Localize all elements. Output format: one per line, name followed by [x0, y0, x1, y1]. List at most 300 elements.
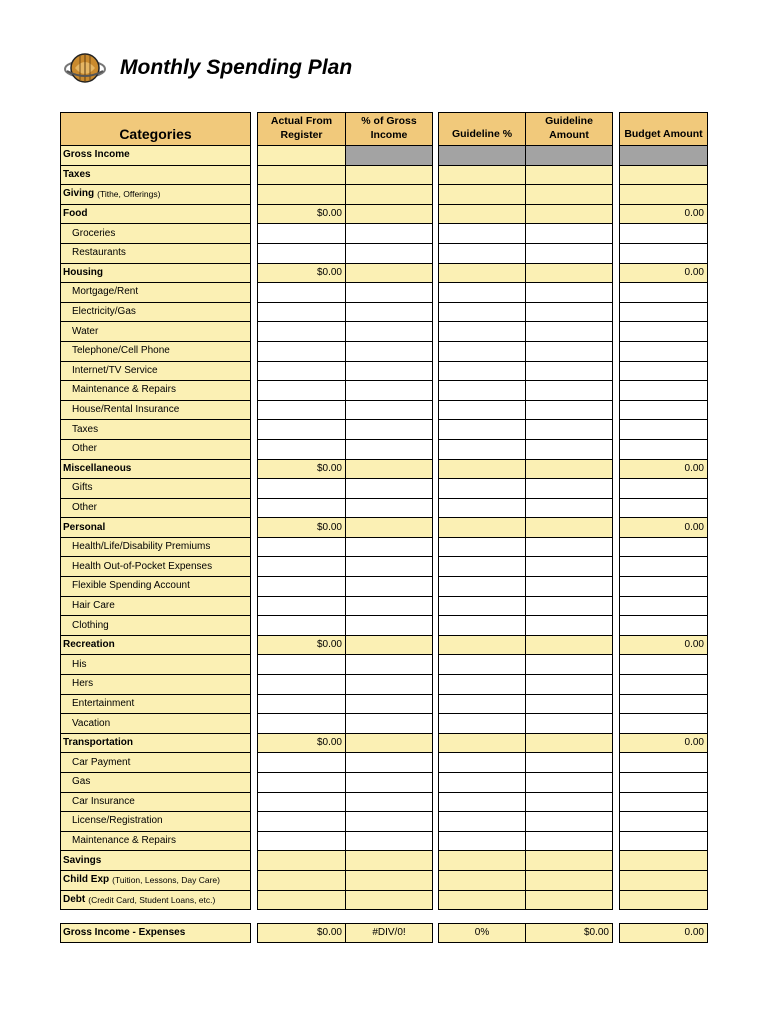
- row-label-text: Telephone/Cell Phone: [72, 345, 170, 357]
- row-label-text: Maintenance & Repairs: [72, 384, 176, 396]
- actual-cell[interactable]: [257, 401, 346, 421]
- guideline-pct-cell[interactable]: [438, 597, 526, 617]
- subcategory-label: [60, 538, 251, 558]
- guideline-amount-cell[interactable]: [526, 283, 613, 303]
- guideline-pct-cell[interactable]: [438, 205, 526, 225]
- guideline-pct-cell[interactable]: [438, 381, 526, 401]
- guideline-pct-cell[interactable]: [438, 871, 526, 891]
- guideline-pct-cell[interactable]: [438, 557, 526, 577]
- row-label-text: Gas: [72, 776, 91, 788]
- row-label-text: Other: [72, 443, 98, 455]
- budget-amount-cell[interactable]: [619, 714, 708, 734]
- actual-cell[interactable]: [257, 381, 346, 401]
- guideline-amount-cell[interactable]: [526, 401, 613, 421]
- subcategory-label: [60, 695, 251, 715]
- actual-cell[interactable]: [257, 362, 346, 382]
- row-label-text: Transportation: [63, 737, 134, 749]
- actual-cell[interactable]: [257, 616, 346, 636]
- budget-amount-cell[interactable]: 0.00: [619, 636, 708, 656]
- actual-cell[interactable]: $0.00: [257, 636, 346, 656]
- row-label-text: Health/Life/Disability Premiums: [72, 541, 211, 553]
- actual-cell[interactable]: [257, 714, 346, 734]
- row-label-text: Mortgage/Rent: [72, 286, 139, 298]
- guideline-pct-cell[interactable]: [438, 812, 526, 832]
- guideline-pct-cell[interactable]: [438, 695, 526, 715]
- row-label-text: Car Payment: [72, 756, 131, 768]
- subcategory-label: [60, 479, 251, 499]
- actual-cell[interactable]: [257, 812, 346, 832]
- guideline-columns: [438, 112, 613, 910]
- budget-amount-cell[interactable]: 0.00: [619, 460, 708, 480]
- actual-cell[interactable]: [257, 891, 346, 911]
- guideline-pct-cell[interactable]: [438, 538, 526, 558]
- subcategory-label: [60, 616, 251, 636]
- budget-amount-cell[interactable]: [619, 597, 708, 617]
- actual-cell[interactable]: [257, 773, 346, 793]
- pct-gross-cell[interactable]: [346, 714, 433, 734]
- actual-cell[interactable]: [257, 832, 346, 852]
- subcategory-label: [60, 773, 251, 793]
- guideline-amount-cell[interactable]: [526, 753, 613, 773]
- guideline-amount-cell[interactable]: [526, 166, 613, 186]
- subcategory-label: [60, 597, 251, 617]
- guideline-pct-cell[interactable]: [438, 244, 526, 264]
- category-label: [60, 460, 251, 480]
- row-label-text: Health Out-of-Pocket Expenses: [72, 560, 213, 572]
- guideline-pct-cell[interactable]: [438, 675, 526, 695]
- actual-cell[interactable]: [257, 185, 346, 205]
- header-budget-amount: [619, 112, 708, 146]
- actual-cell[interactable]: [257, 499, 346, 519]
- actual-cell[interactable]: [257, 557, 346, 577]
- pct-gross-cell[interactable]: [346, 636, 433, 656]
- categories-column: [60, 112, 251, 910]
- header-guideline-pct-line: Guideline %: [451, 128, 513, 141]
- header-guideline-amount-line: Guideline: [545, 115, 593, 128]
- guideline-amount-cell[interactable]: [526, 362, 613, 382]
- budget-amount-cell[interactable]: [619, 420, 708, 440]
- subcategory-label: [60, 714, 251, 734]
- guideline-amount-cell[interactable]: [526, 636, 613, 656]
- pct-gross-cell[interactable]: [346, 832, 433, 852]
- guideline-pct-cell[interactable]: [438, 479, 526, 499]
- guideline-amount-cell[interactable]: [526, 224, 613, 244]
- guideline-amount-cell[interactable]: [526, 851, 613, 871]
- guideline-amount-cell[interactable]: [526, 205, 613, 225]
- guideline-pct-cell[interactable]: [438, 322, 526, 342]
- guideline-pct-cell[interactable]: [438, 734, 526, 754]
- pct-gross-cell[interactable]: [346, 734, 433, 754]
- guideline-pct-cell[interactable]: [438, 655, 526, 675]
- header-actual-from-register: [257, 112, 346, 146]
- pct-gross-cell[interactable]: [346, 283, 433, 303]
- row-label-text: Internet/TV Service: [72, 364, 158, 376]
- guideline-amount-cell[interactable]: [526, 264, 613, 284]
- pct-gross-cell[interactable]: [346, 420, 433, 440]
- actual-cell[interactable]: [257, 597, 346, 617]
- guideline-amount-cell[interactable]: [526, 734, 613, 754]
- row-label-text: License/Registration: [72, 815, 163, 827]
- guideline-pct-cell[interactable]: [438, 362, 526, 382]
- subcategory-label: [60, 381, 251, 401]
- subcategory-label: [60, 499, 251, 519]
- actual-cell[interactable]: [257, 851, 346, 871]
- budget-amount-cell[interactable]: [619, 342, 708, 362]
- actual-cell[interactable]: [257, 538, 346, 558]
- header-guideline-amount: [526, 112, 613, 146]
- subcategory-label: [60, 793, 251, 813]
- budget-amount-cell[interactable]: [619, 577, 708, 597]
- actual-cell[interactable]: $0.00: [257, 734, 346, 754]
- budget-amount-cell[interactable]: [619, 812, 708, 832]
- pct-gross-cell[interactable]: [346, 303, 433, 323]
- guideline-pct-cell[interactable]: [438, 793, 526, 813]
- category-label: [60, 518, 251, 538]
- row-label-text: Flexible Spending Account: [72, 580, 190, 592]
- header-pct-of-gross-income-line: Income: [370, 129, 408, 141]
- actual-cell[interactable]: $0.00: [257, 205, 346, 225]
- subcategory-label: [60, 283, 251, 303]
- pct-gross-cell[interactable]: [346, 401, 433, 421]
- actual-cell[interactable]: [257, 695, 346, 715]
- pct-gross-cell[interactable]: [346, 753, 433, 773]
- pct-gross-cell[interactable]: [346, 205, 433, 225]
- category-label: [60, 891, 251, 911]
- budget-amount-cell[interactable]: [619, 655, 708, 675]
- globe-logo-icon: [63, 48, 107, 88]
- category-label: [60, 871, 251, 891]
- actual-cell[interactable]: [257, 793, 346, 813]
- row-label-text: His: [72, 658, 87, 670]
- guideline-amount-cell[interactable]: [526, 675, 613, 695]
- budget-amount-cell[interactable]: [619, 616, 708, 636]
- pct-gross-cell[interactable]: [346, 166, 433, 186]
- actual-cell[interactable]: [257, 224, 346, 244]
- header-pct-of-gross-income-line: % of Gross: [361, 115, 417, 128]
- guideline-pct-cell[interactable]: [438, 185, 526, 205]
- row-label-text: Taxes: [72, 423, 99, 435]
- guideline-pct-cell[interactable]: [438, 499, 526, 519]
- budget-amount-cell[interactable]: [619, 322, 708, 342]
- subcategory-label: [60, 362, 251, 382]
- row-label-text: Miscellaneous: [63, 462, 132, 474]
- guideline-amount-cell[interactable]: [526, 499, 613, 519]
- pct-gross-cell[interactable]: [346, 675, 433, 695]
- guideline-pct-cell[interactable]: [438, 616, 526, 636]
- pct-gross-cell[interactable]: [346, 871, 433, 891]
- actual-cell[interactable]: $0.00: [257, 264, 346, 284]
- guideline-pct-cell[interactable]: [438, 773, 526, 793]
- budget-amount-cell[interactable]: [619, 891, 708, 911]
- row-label-text: Entertainment: [72, 697, 135, 709]
- guideline-pct-cell[interactable]: [438, 636, 526, 656]
- pct-gross-cell[interactable]: [346, 362, 433, 382]
- row-label-text: Gifts: [72, 482, 93, 494]
- row-label-text: Taxes: [63, 168, 91, 180]
- actual-cell[interactable]: $0.00: [257, 518, 346, 538]
- guideline-amount-cell[interactable]: [526, 185, 613, 205]
- category-label: [60, 851, 251, 871]
- pct-gross-cell[interactable]: [346, 381, 433, 401]
- category-label: [60, 264, 251, 284]
- guideline-amount-cell[interactable]: [526, 597, 613, 617]
- actual-cell[interactable]: [257, 675, 346, 695]
- budget-amount-cell[interactable]: 0.00: [619, 264, 708, 284]
- budget-amount-cell[interactable]: [619, 244, 708, 264]
- row-label-text: Debt: [63, 893, 86, 905]
- guideline-pct-cell[interactable]: [438, 753, 526, 773]
- guideline-amount-cell[interactable]: [526, 303, 613, 323]
- row-label-text: Gross Income: [63, 149, 130, 161]
- guideline-pct-cell[interactable]: [438, 401, 526, 421]
- budget-amount-cell[interactable]: [619, 479, 708, 499]
- actual-cell[interactable]: [257, 440, 346, 460]
- actual-cell[interactable]: [257, 420, 346, 440]
- row-label-text: Child Exp: [63, 874, 110, 886]
- row-label-text: Hair Care: [72, 599, 115, 611]
- guideline-pct-cell[interactable]: [438, 224, 526, 244]
- guideline-amount-cell[interactable]: [526, 655, 613, 675]
- budget-amount-cell[interactable]: [619, 185, 708, 205]
- guideline-amount-cell[interactable]: [526, 244, 613, 264]
- pct-gross-cell[interactable]: [346, 597, 433, 617]
- guideline-amount-cell[interactable]: [526, 538, 613, 558]
- row-label-text: Maintenance & Repairs: [72, 835, 176, 847]
- actual-cell[interactable]: [257, 322, 346, 342]
- budget-amount-cell[interactable]: [619, 224, 708, 244]
- budget-amount-cell[interactable]: [619, 166, 708, 186]
- pct-gross-cell[interactable]: [346, 460, 433, 480]
- guideline-amount-cell[interactable]: [526, 342, 613, 362]
- subcategory-label: [60, 577, 251, 597]
- subcategory-label: [60, 303, 251, 323]
- guideline-pct-cell[interactable]: [438, 420, 526, 440]
- guideline-amount-cell[interactable]: [526, 518, 613, 538]
- actual-cell[interactable]: [257, 303, 346, 323]
- pct-gross-cell[interactable]: [346, 557, 433, 577]
- guideline-amount-cell[interactable]: [526, 891, 613, 911]
- header-actual-from-register-line: Register: [280, 129, 323, 141]
- header-categories-line: Categories: [119, 125, 192, 142]
- footer-guideline-amount-value[interactable]: $0.00: [526, 923, 613, 943]
- pct-gross-cell[interactable]: [346, 891, 433, 911]
- guideline-amount-cell[interactable]: [526, 322, 613, 342]
- subcategory-label: [60, 832, 251, 852]
- footer-guideline: [438, 923, 613, 943]
- footer-guideline-pct-value[interactable]: 0%: [438, 923, 526, 943]
- budget-amount-cell[interactable]: [619, 499, 708, 519]
- guideline-amount-cell[interactable]: [526, 695, 613, 715]
- budget-amount-cell[interactable]: [619, 362, 708, 382]
- row-label-note: (Credit Card, Student Loans, etc.): [88, 894, 216, 905]
- pct-gross-cell[interactable]: [346, 616, 433, 636]
- row-label-text: Savings: [63, 854, 102, 866]
- pct-gross-cell[interactable]: [346, 342, 433, 362]
- row-label-text: Car Insurance: [72, 795, 135, 807]
- row-label-text: Restaurants: [72, 247, 126, 259]
- budget-amount-cell[interactable]: [619, 538, 708, 558]
- guideline-amount-cell[interactable]: [526, 381, 613, 401]
- guideline-amount-cell[interactable]: [526, 793, 613, 813]
- guideline-amount-cell[interactable]: [526, 832, 613, 852]
- guideline-amount-cell[interactable]: [526, 812, 613, 832]
- budget-amount-cell[interactable]: [619, 401, 708, 421]
- subcategory-label: [60, 440, 251, 460]
- subcategory-label: [60, 753, 251, 773]
- actual-cell[interactable]: [257, 146, 346, 166]
- category-label: [60, 734, 251, 754]
- guideline-amount-cell[interactable]: [526, 773, 613, 793]
- subcategory-label: [60, 322, 251, 342]
- row-label-text: House/Rental Insurance: [72, 404, 180, 416]
- row-label-text: Other: [72, 501, 98, 513]
- subcategory-label: [60, 244, 251, 264]
- pct-gross-cell[interactable]: [346, 793, 433, 813]
- subcategory-label: [60, 401, 251, 421]
- subcategory-label: [60, 557, 251, 577]
- pct-gross-cell[interactable]: [346, 146, 433, 166]
- guideline-amount-cell[interactable]: [526, 146, 613, 166]
- budget-amount-cell[interactable]: 0.00: [619, 734, 708, 754]
- budget-column: [619, 112, 708, 910]
- footer-pct-gross-value[interactable]: #DIV/0!: [346, 923, 433, 943]
- category-label: [60, 205, 251, 225]
- category-label: [60, 636, 251, 656]
- guideline-pct-cell[interactable]: [438, 166, 526, 186]
- subcategory-label: [60, 812, 251, 832]
- actual-cell[interactable]: [257, 871, 346, 891]
- pct-gross-cell[interactable]: [346, 695, 433, 715]
- guideline-pct-cell[interactable]: [438, 342, 526, 362]
- guideline-pct-cell[interactable]: [438, 460, 526, 480]
- actual-cell[interactable]: [257, 342, 346, 362]
- guideline-pct-cell[interactable]: [438, 832, 526, 852]
- pct-gross-cell[interactable]: [346, 244, 433, 264]
- guideline-amount-cell[interactable]: [526, 479, 613, 499]
- budget-amount-cell[interactable]: [619, 283, 708, 303]
- budget-amount-cell[interactable]: 0.00: [619, 518, 708, 538]
- actual-cell[interactable]: [257, 655, 346, 675]
- pct-gross-cell[interactable]: [346, 518, 433, 538]
- footer-actual: [257, 923, 433, 943]
- budget-amount-cell[interactable]: [619, 871, 708, 891]
- pct-gross-cell[interactable]: [346, 577, 433, 597]
- row-label-text: Giving: [63, 188, 95, 200]
- pct-gross-cell[interactable]: [346, 812, 433, 832]
- row-label-text: Clothing: [72, 619, 109, 631]
- pct-gross-cell[interactable]: [346, 264, 433, 284]
- guideline-pct-cell[interactable]: [438, 891, 526, 911]
- guideline-pct-cell[interactable]: [438, 714, 526, 734]
- actual-cell[interactable]: [257, 283, 346, 303]
- pct-gross-cell[interactable]: [346, 655, 433, 675]
- budget-amount-cell[interactable]: [619, 146, 708, 166]
- row-label-text: Housing: [63, 266, 103, 278]
- budget-amount-cell[interactable]: [619, 773, 708, 793]
- budget-amount-cell[interactable]: 0.00: [619, 205, 708, 225]
- header-budget-amount-line: Budget Amount: [624, 128, 703, 141]
- footer-actual-value[interactable]: $0.00: [257, 923, 346, 943]
- budget-amount-cell[interactable]: [619, 303, 708, 323]
- header-guideline-amount-line: Amount: [549, 129, 589, 141]
- actual-cell[interactable]: $0.00: [257, 460, 346, 480]
- actual-cell[interactable]: [257, 244, 346, 264]
- budget-amount-cell[interactable]: [619, 557, 708, 577]
- guideline-amount-cell[interactable]: [526, 557, 613, 577]
- pct-gross-cell[interactable]: [346, 499, 433, 519]
- guideline-amount-cell[interactable]: [526, 616, 613, 636]
- actual-cell[interactable]: [257, 479, 346, 499]
- page-title: Monthly Spending Plan: [120, 56, 353, 79]
- guideline-pct-cell[interactable]: [438, 577, 526, 597]
- footer-label: Gross Income - Expenses: [60, 923, 251, 943]
- category-label: [60, 166, 251, 186]
- budget-amount-cell[interactable]: [619, 832, 708, 852]
- row-label-text: Recreation: [63, 639, 115, 651]
- actual-cell[interactable]: [257, 753, 346, 773]
- guideline-amount-cell[interactable]: [526, 871, 613, 891]
- budget-amount-cell[interactable]: [619, 851, 708, 871]
- row-label-note: (Tithe, Offerings): [97, 189, 161, 200]
- row-label-text: Water: [72, 325, 99, 337]
- category-label: [60, 146, 251, 166]
- guideline-pct-cell[interactable]: [438, 146, 526, 166]
- budget-amount-cell[interactable]: [619, 793, 708, 813]
- subcategory-label: [60, 224, 251, 244]
- actual-cell[interactable]: [257, 577, 346, 597]
- guideline-pct-cell[interactable]: [438, 264, 526, 284]
- guideline-amount-cell[interactable]: [526, 460, 613, 480]
- subcategory-label: [60, 675, 251, 695]
- pct-gross-cell[interactable]: [346, 224, 433, 244]
- guideline-pct-cell[interactable]: [438, 440, 526, 460]
- guideline-pct-cell[interactable]: [438, 303, 526, 323]
- guideline-amount-cell[interactable]: [526, 577, 613, 597]
- guideline-amount-cell[interactable]: [526, 440, 613, 460]
- pct-gross-cell[interactable]: [346, 479, 433, 499]
- budget-amount-cell[interactable]: [619, 381, 708, 401]
- pct-gross-cell[interactable]: [346, 538, 433, 558]
- subcategory-label: [60, 420, 251, 440]
- budget-amount-cell[interactable]: [619, 675, 708, 695]
- row-label-text: Groceries: [72, 227, 116, 239]
- pct-gross-cell[interactable]: [346, 185, 433, 205]
- guideline-amount-cell[interactable]: [526, 420, 613, 440]
- subcategory-label: [60, 655, 251, 675]
- guideline-pct-cell[interactable]: [438, 283, 526, 303]
- budget-amount-cell[interactable]: [619, 440, 708, 460]
- pct-gross-cell[interactable]: [346, 440, 433, 460]
- footer-budget-value[interactable]: 0.00: [619, 923, 708, 943]
- guideline-amount-cell[interactable]: [526, 714, 613, 734]
- budget-amount-cell[interactable]: [619, 695, 708, 715]
- row-label-text: Food: [63, 208, 88, 220]
- guideline-pct-cell[interactable]: [438, 851, 526, 871]
- row-label-text: Hers: [72, 678, 94, 690]
- footer-categories: [60, 923, 251, 943]
- header-categories: [60, 112, 251, 146]
- row-label-text: Electricity/Gas: [72, 306, 136, 318]
- footer-budget: [619, 923, 708, 943]
- header-actual-from-register-line: Actual From: [270, 115, 333, 128]
- guideline-pct-cell[interactable]: [438, 518, 526, 538]
- row-label-note: (Tuition, Lessons, Day Care): [112, 875, 220, 886]
- actual-cell[interactable]: [257, 166, 346, 186]
- pct-gross-cell[interactable]: [346, 322, 433, 342]
- budget-amount-cell[interactable]: [619, 753, 708, 773]
- pct-gross-cell[interactable]: [346, 773, 433, 793]
- pct-gross-cell[interactable]: [346, 851, 433, 871]
